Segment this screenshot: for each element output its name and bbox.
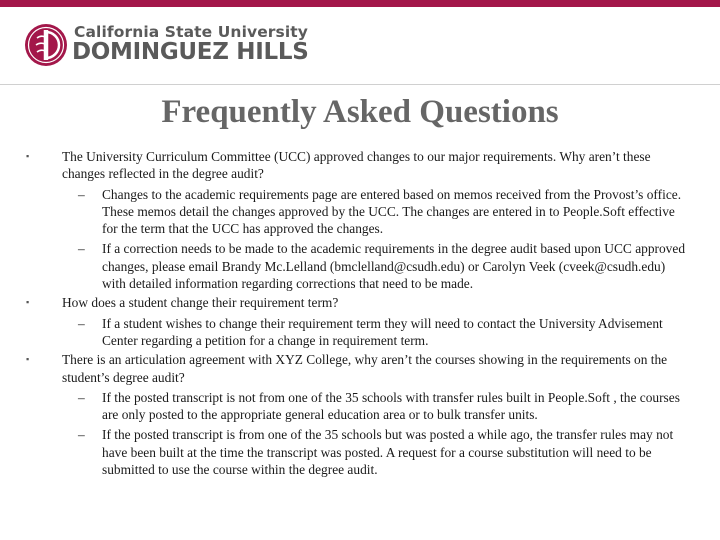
- bullet-icon: ▪: [26, 151, 30, 161]
- title-divider: [0, 84, 720, 85]
- top-accent-bar: [0, 0, 720, 7]
- faq-question: [26, 294, 686, 311]
- dash-icon: –: [78, 427, 85, 443]
- faq-answer-text: Changes to the academic requirements page are entered based on memos received from the Provost’s office. These memos detail the changes approved by the UCC. The changes are entered in to People.Soft effective for the term that the UCC has approved the changes.: [102, 186, 682, 237]
- logo-campus-name: DOMINGUEZ HILLS: [72, 39, 309, 65]
- faq-answer-text: If a correction needs to be made to the academic requirements in the degree audit based upon UCC approved changes, please email Brandy Mc.Lelland (bmclelland@csudh.edu) or Carolyn Veek (cveek@csudh.edu) with detailed information regarding corrections that need to be made.: [102, 241, 686, 292]
- bullet-icon: ▪: [26, 297, 30, 308]
- university-seal-icon: [24, 23, 68, 67]
- bullet-icon: ▪: [26, 354, 30, 365]
- faq-answer-text: If a student wishes to change their requirement term they will need to contact the University Advisement Center regarding a petition for a change in requirement term.: [102, 315, 663, 348]
- faq-answer: [26, 315, 686, 350]
- dash-icon: –: [78, 315, 85, 331]
- faq-list: [26, 148, 686, 478]
- faq-answer-text: If the posted transcript is from one of the 35 schools but was posted a while ago, the transfer rules may not have been built at the time the transcript was posted. A request for a course substitution will need to be submitted to use the course within the degree audit.: [102, 427, 674, 478]
- faq-question-text: There is an articulation agreement with XYZ College, why aren’t the courses showing in the requirements on the student’s degree audit?: [62, 352, 668, 385]
- faq-question-text: The University Curriculum Committee (UCC) approved changes to our major requirements. Why aren’t these changes reflected in the degree audit?: [62, 149, 651, 182]
- dash-icon: –: [78, 186, 85, 202]
- faq-answer-text: If the posted transcript is not from one of the 35 schools with transfer rules built in People.Soft , the courses are only posted to the appropriate general education area or to bulk transfer units.: [102, 389, 680, 423]
- dash-icon: –: [78, 241, 85, 257]
- faq-answer: [26, 240, 686, 292]
- faq-question-text: How does a student change their requirement term?: [62, 295, 339, 311]
- faq-question: [26, 351, 686, 386]
- faq-answer: [26, 389, 686, 424]
- logo-university-name: California State University: [74, 23, 308, 41]
- faq-answer: [26, 426, 686, 478]
- faq-question: [26, 148, 686, 183]
- university-logo: [24, 23, 309, 71]
- dash-icon: –: [78, 389, 85, 405]
- page-title: Frequently Asked Questions: [161, 94, 559, 130]
- faq-answer: [26, 186, 686, 238]
